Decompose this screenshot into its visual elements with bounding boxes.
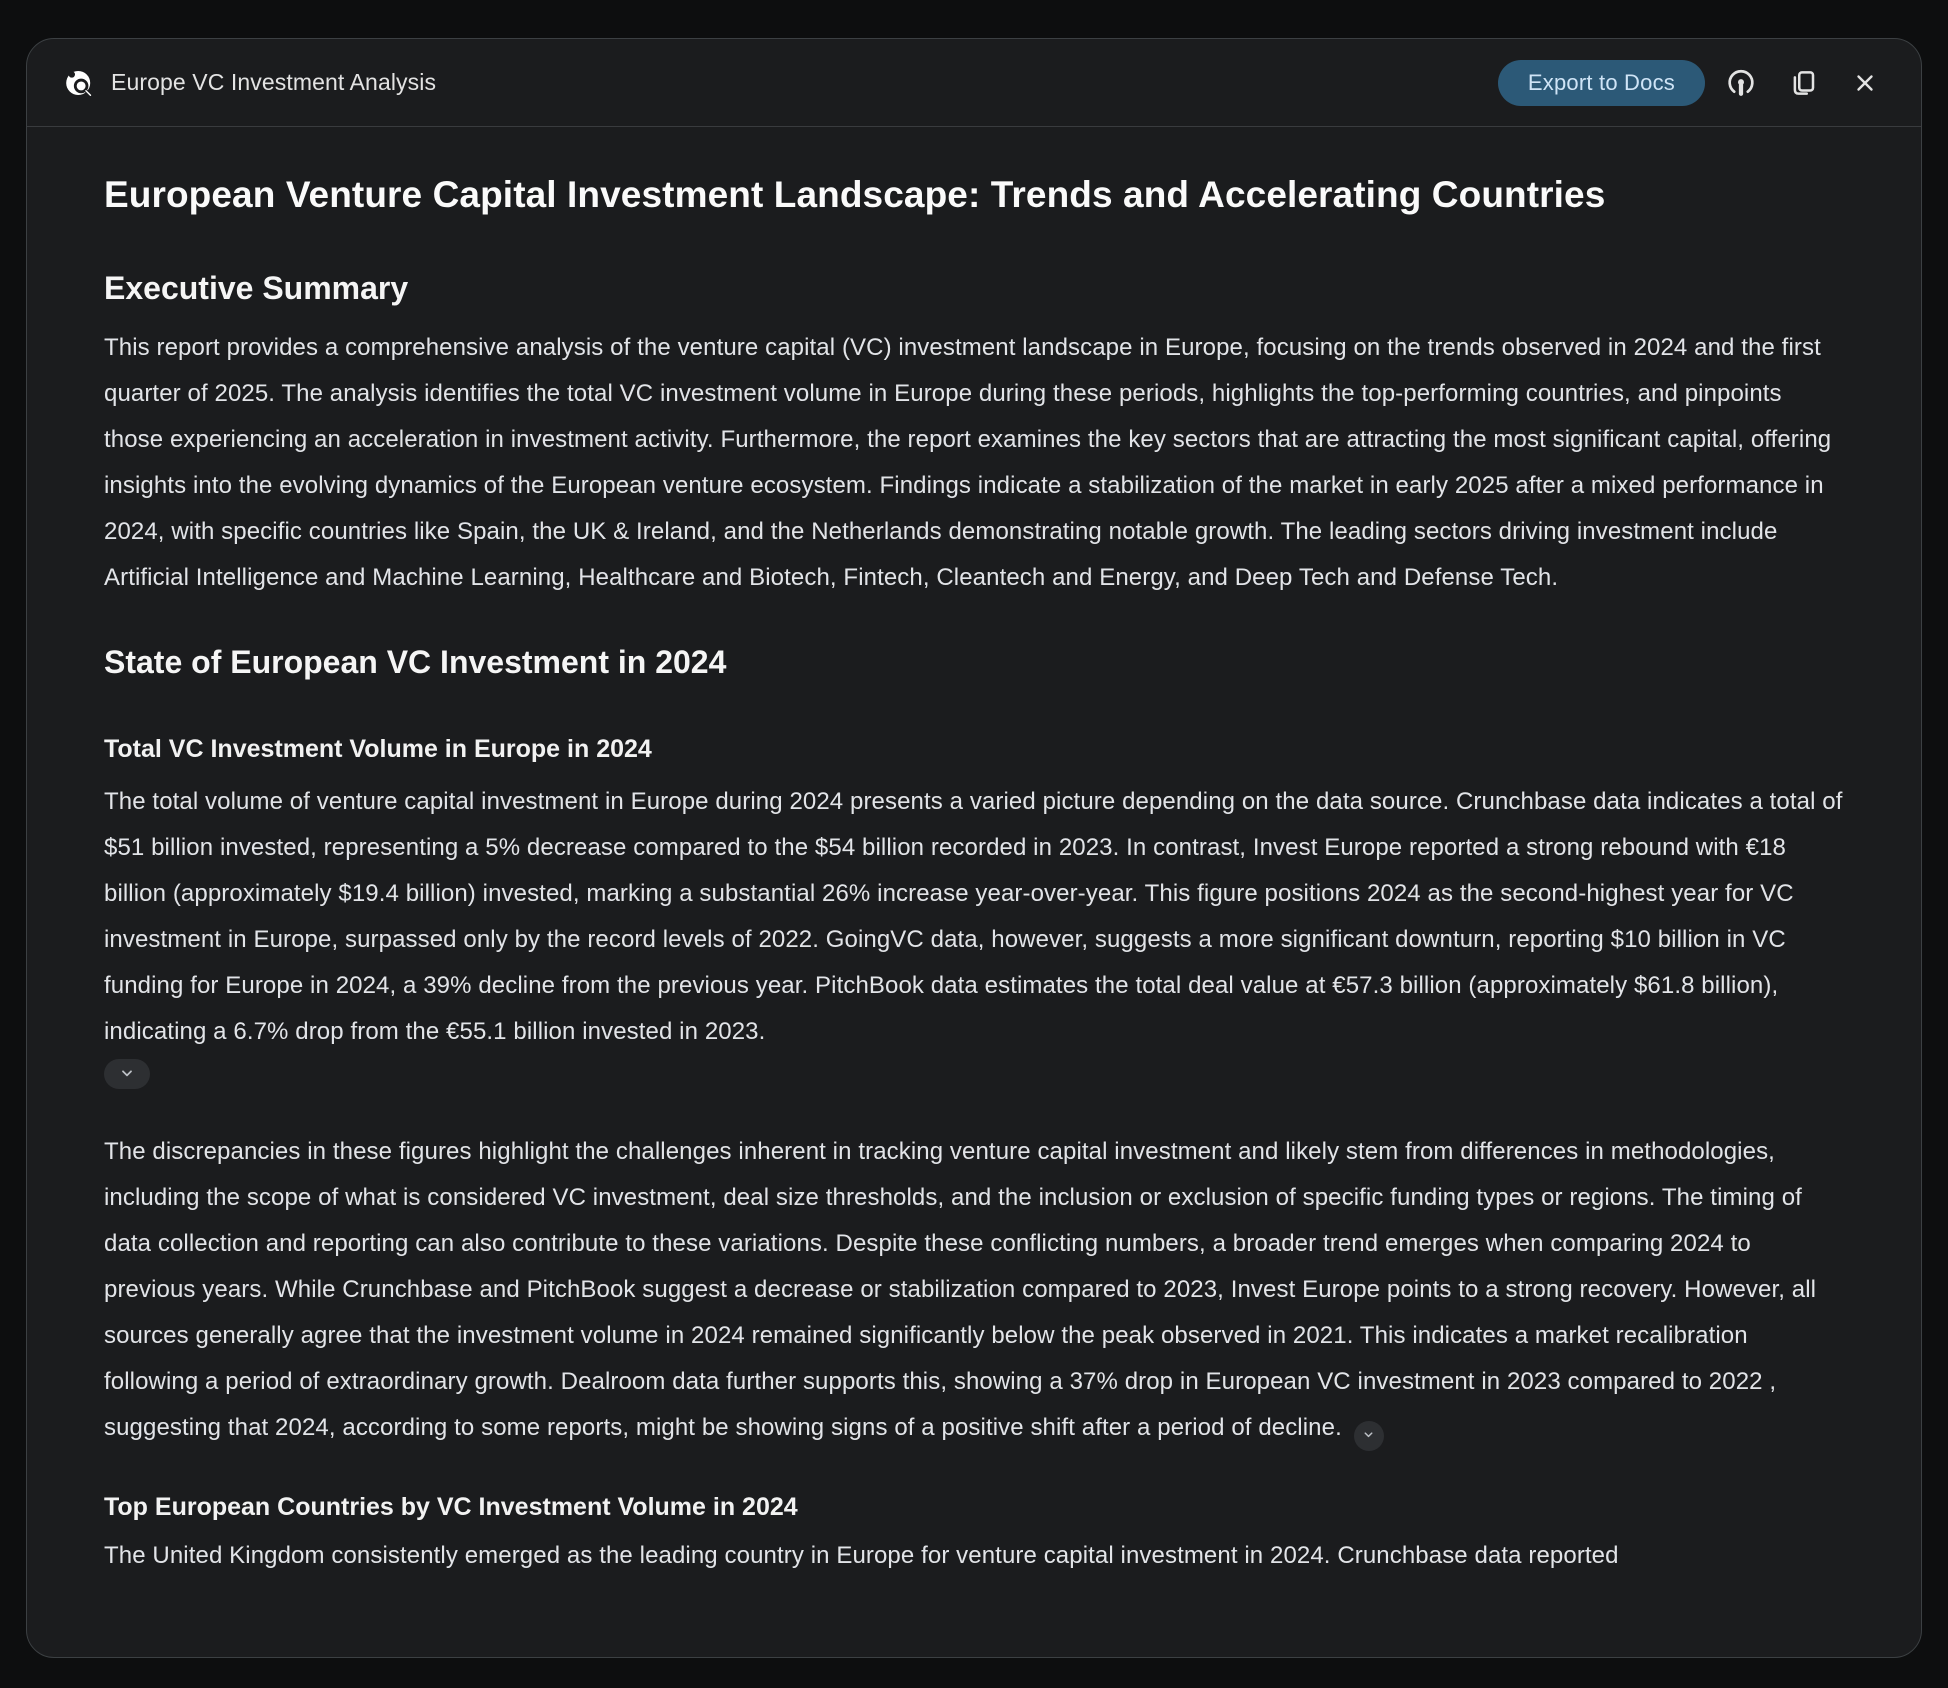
deep-research-icon bbox=[63, 67, 95, 99]
heading-executive-summary: Executive Summary bbox=[104, 270, 409, 306]
close-icon bbox=[1852, 70, 1878, 96]
chevron-down-icon bbox=[1362, 1428, 1375, 1444]
top-countries-paragraph: The United Kingdom consistently emerged as the leading country in Europe for venture capital investment in 2024. Crunchbase data reported bbox=[104, 1542, 1619, 1569]
close-button[interactable] bbox=[1839, 57, 1891, 109]
podcast-button[interactable] bbox=[1715, 57, 1767, 109]
panel-header bbox=[27, 39, 1921, 127]
heading-state-of-vc-2024: State of European VC Investment in 2024 bbox=[104, 644, 727, 680]
export-to-docs-button[interactable]: Export to Docs bbox=[1498, 60, 1705, 106]
document-title: European Venture Capital Investment Landscape: Trends and Accelerating Countries bbox=[104, 174, 1606, 215]
copy-button[interactable] bbox=[1777, 57, 1829, 109]
expand-sources-button[interactable] bbox=[104, 1059, 150, 1089]
expand-inline-button[interactable] bbox=[1354, 1421, 1384, 1451]
heading-total-vc-volume: Total VC Investment Volume in Europe in 2024 bbox=[104, 735, 652, 763]
discrepancies-text: The discrepancies in these figures highlight the challenges inherent in tracking venture capital investment and likely stem from differences in methodologies, including the scope of what is considered VC investment, deal size thresholds, and the inclusion or exclusion of specific funding types or regions. The timing of data collection and reporting can also contribute to these variations. Despite these conflicting numbers, a broader trend emerges when comparing 2024 to previous years. While Crunchbase and PitchBook suggest a decrease or stabilization compared to 2023, Invest Europe points to a strong recovery. However, all sources generally agree that the investment volume in 2024 remained significantly below the peak observed in 2021. This indicates a market recalibration following a period of extraordinary growth. Dealroom data further supports this, showing a 37% drop in European VC investment in 2023 compared to 2022 , suggesting that 2024, according to some reports, might be showing signs of a positive shift after a period of decline. bbox=[104, 1138, 1817, 1441]
total-vc-volume-paragraph: The total volume of venture capital investment in Europe during 2024 presents a varied picture depending on the data source. Crunchbase data indicates a total of $51 billion invested, representing a 5% decrease compared to the $54 billion recorded in 2023. In contrast, Invest Europe reported a strong rebound with €18 billion (approximately $19.4 billion) invested, marking a substantial 26% increase year-over-year. This figure positions 2024 as the second-highest year for VC investment in Europe, surpassed only by the record levels of 2022. GoingVC data, however, suggests a more significant downturn, reporting $10 billion in VC funding for Europe in 2024, a 39% decline from the previous year. PitchBook data estimates the total deal value at €57.3 billion (approximately $61.8 billion), indicating a 6.7% drop from the €55.1 billion invested in 2023. bbox=[104, 788, 1843, 1045]
report-panel bbox=[26, 38, 1922, 1658]
heading-top-countries: Top European Countries by VC Investment Volume in 2024 bbox=[104, 1493, 798, 1521]
copy-icon bbox=[1788, 68, 1818, 98]
podcast-icon bbox=[1724, 66, 1758, 100]
document-body[interactable] bbox=[27, 127, 1921, 1657]
executive-summary-paragraph: This report provides a comprehensive analysis of the venture capital (VC) investment landscape in Europe, focusing on the trends observed in 2024 and the first quarter of 2025. The analysis identifies the total VC investment volume in Europe during these periods, highlights the top-performing countries, and pinpoints those experiencing an acceleration in investment activity. Furthermore, the report examines the key sectors that are attracting the most significant capital, offering insights into the evolving dynamics of the European venture ecosystem. Findings indicate a stabilization of the market in early 2025 after a mixed performance in 2024, with specific countries like Spain, the UK & Ireland, and the Netherlands demonstrating notable growth. The leading sectors driving investment include Artificial Intelligence and Machine Learning, Healthcare and Biotech, Fintech, Cleantech and Energy, and Deep Tech and Defense Tech. bbox=[104, 334, 1832, 591]
chevron-down-icon bbox=[119, 1065, 135, 1084]
panel-title: Europe VC Investment Analysis bbox=[111, 69, 437, 95]
discrepancies-paragraph bbox=[104, 1129, 1844, 1451]
